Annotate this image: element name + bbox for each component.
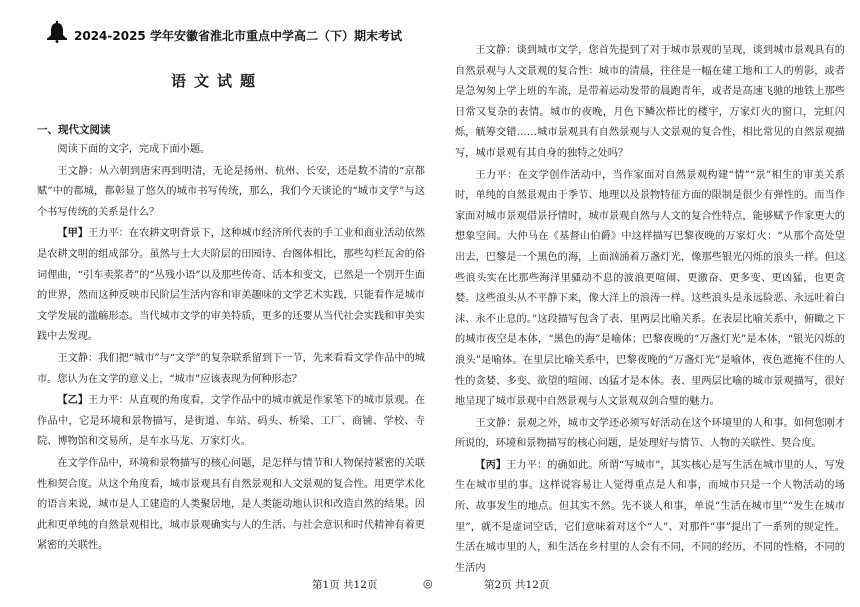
- paragraph-bing: 【丙】王力平：的确如此。所谓“写城市”，其实核心是写生活在城市里的人，写发生在城市里的事。这样说容易让人觉得重点是人和事，而城市只是一个人物活动的场所、故事发生的地点。但其实不然。先不谈人和事，单说“生活在城市里”“发生在城市里”，就不是虚词空话，它们意味着对这个“人”、对那件“事”提出了一系列的规定性。生活在城市里的人，和生活在乡村里的人会有不同，不同的经历，不同的性格，不同的生活内: [455, 458, 845, 574]
- paragraph: 王文静：谈到城市文学，您首先提到了对于城市景观的呈现，谈到城市景观具有的自然景观与人文景观的复合性：城市的清晨，往往是一幅在建工地和工人的剪影，或者是急匆匆上学上班的车流，是带着运动发带的晨跑青年，或者是高速飞驰的地铁上那些日常又复杂的表情。城市的夜晚，月色下鳞次栉比的楼宇，万家灯火的窗口，完虹闪烁，觥筹交错……城市景观具有自然景观与人文景观的复合性，相比常见的自然景观描写，城市景观有其自身的独特之处吗？: [455, 45, 845, 159]
- exam-title: 2024-2025 学年安徽省淮北市重点中学高二（下）期末考试: [74, 29, 402, 43]
- page-number-right: 第2页 共12页: [484, 579, 550, 591]
- bell-icon: [47, 21, 67, 43]
- copyright-mark: ◎: [423, 577, 433, 590]
- right-column: [455, 40, 845, 579]
- paragraph: 王力平：在文学创作活动中，当作家面对自然景观构建“情”“景”相生的审美关系时，单纯的自然景观由于季节、地理以及景物特征方面的限制是很少有弹性的。而当作家面对城市景观借景抒情时，城市景观自然与人文的复合性特点，能够赋予作家更大的想象空间。大仲马在《基督山伯爵》中这样描写巴黎夜晚的万家灯火：“从那个高处望出去，巴黎是一个黑色的海，上面汹涌着万盏灯光，像那些银光闪烁的浪头一样。但这些浪头实在比那些海洋里骚动不息的波浪更喧闹、更激奋、更多变、更凶猛，也更贪婪。这些浪头从不平静下来，像大洋上的浪涛一样。这些浪头是永远险恶、永远吐着白沫、永不止息的。”这段描写包含了表、里两层比喻关系。在表层比喻关系中，俯瞰之下的城市夜空是本体，“黑色的海”是喻体；巴黎夜晚的“万盏灯光”是本体，“银光闪烁的浪头”是喻体。在里层比喻关系中，巴黎夜晚的“万盏灯光”是喻体，夜色遮掩不住的人性的贪婪、多变、欲望的喧闹、凶猛才是本体。表、里两层比喻的城市景观描写，很好地呈现了城市景观中自然景观与人文景观双剑合璧的魅力。: [455, 169, 845, 408]
- paragraph: 阅读下面的文字，完成下面小题。: [57, 144, 211, 155]
- paragraph: 王文静：从六朝到唐宋再到明清，无论是扬州、杭州、长安，还是数不清的“京都赋”中的都城，都彰显了悠久的城市书写传统，那么，我们今天谈论的“城市文学”与这个书写传统的关系是什么？: [37, 165, 425, 218]
- section-title: 一、现代文阅读: [37, 124, 111, 136]
- paragraph: 王文静：我们把“城市”与“文学”的复杂联系留到下一节，先来看看文学作品中的城市。您认为在文学的意义上，“城市”应该表现为何种形态？: [37, 352, 425, 385]
- paragraph: 王文静：景观之外，城市文学还必须写好活动在这个环境里的人和事。如何您刚才所说的，环境和景物描写的核心问题，是处理好与情节、人物的关联性、契合度。: [455, 417, 845, 450]
- left-column: [37, 139, 425, 557]
- paragraph: 在文学作品中，环境和景物描写的核心问题，是怎样与情节和人物保持紧密的关联性和契合度。从这个角度看，城市景观具有自然景观和人文景观的复合性。用更学术化的语言来说，城市是人工建造的人类聚居地，是人类能动地认识和改造自然的结果。因此和更单纯的自然景观相比，城市景观确实与人的生活、与社会意识和时代精神有着更紧密的关联性。: [37, 457, 425, 552]
- paragraph-yi: 【乙】王力平：从直观的角度看，文学作品中的城市就是作家笔下的城市景观。在作品中，它是环境和景物描写，是街道、车站、码头、桥梁、工厂、商铺、学校、寺院、博物馆和交易所，是车水马龙、万家灯火。: [37, 394, 426, 448]
- page-number-left: 第1页 共12页: [312, 579, 378, 591]
- paragraph-jia: 【甲】王力平：在农耕文明背景下，这种城市经济所代表的手工业和商业活动依然是农耕文明的组成部分。虽然与士大夫阶层的田园诗、台阁体相比，那些勾栏瓦舍的俗词俚曲，“引车卖浆者”的“丛残小语”以及那些传奇、话本和变文，已然是一个别开生面的世界，然而这种反映市民阶层生活内容和审美趣味的文学艺术实践，只能看作是城市文学发展的滥觞形态。当代城市文学的审美特质，更多的还要从当代社会实践和审美实践中去发现。: [37, 227, 426, 343]
- exam-subtitle: 语文试题: [171, 72, 264, 90]
